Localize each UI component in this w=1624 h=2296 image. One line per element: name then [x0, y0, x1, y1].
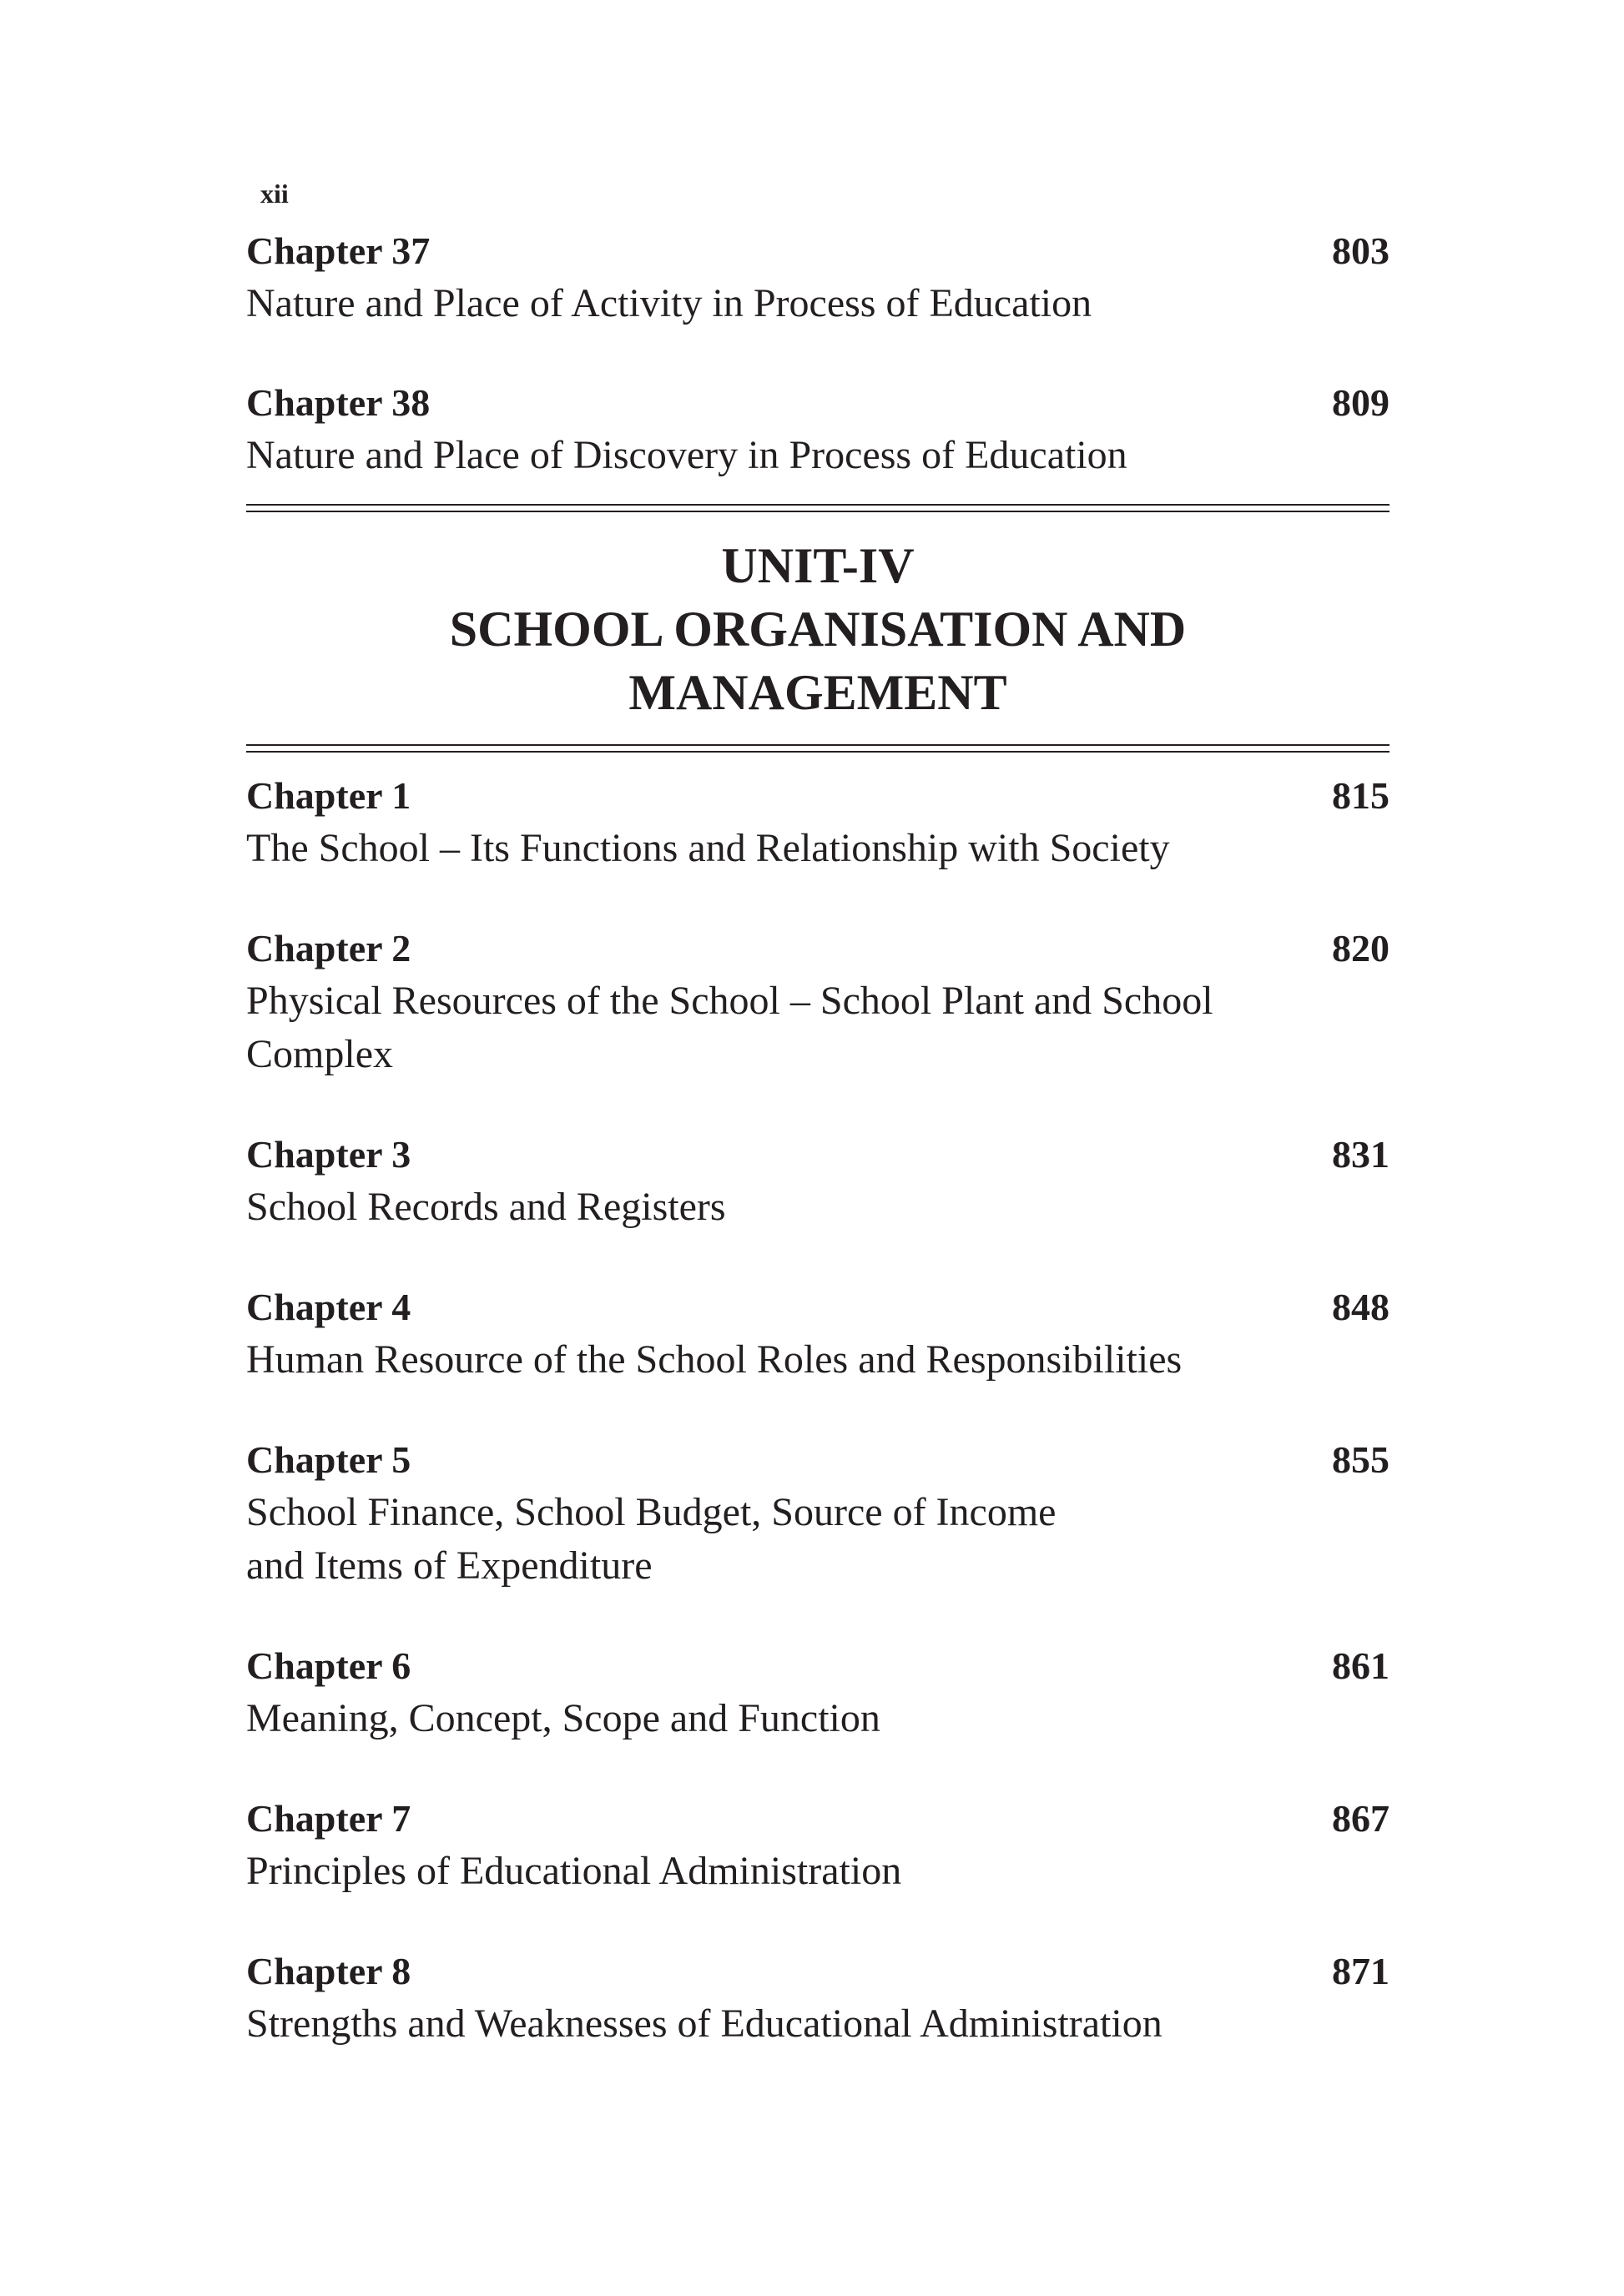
unit-title-line: SCHOOL ORGANISATION AND — [449, 602, 1187, 657]
page-ref: 848 — [1332, 1286, 1389, 1328]
chapter-title: Meaning, Concept, Scope and Function — [246, 1696, 880, 1740]
double-rule-divider — [246, 504, 1389, 512]
toc-entry[interactable] — [246, 1434, 1389, 1593]
chapter-title: Nature and Place of Discovery in Process of Education — [246, 433, 1127, 477]
toc-entry[interactable] — [246, 1793, 1389, 1898]
chapter-label: Chapter 37 — [246, 229, 431, 272]
toc-entry[interactable] — [246, 377, 1389, 482]
chapter-label: Chapter 1 — [246, 774, 411, 817]
chapter-label: Chapter 8 — [246, 1950, 411, 1992]
toc-entry[interactable] — [246, 1946, 1389, 2051]
page-ref: 809 — [1332, 381, 1389, 424]
page-ref: 831 — [1332, 1133, 1389, 1176]
toc-entry[interactable] — [246, 1281, 1389, 1387]
chapter-label: Chapter 7 — [246, 1797, 411, 1840]
page-ref: 861 — [1332, 1644, 1389, 1687]
chapter-title: Principles of Educational Administration — [246, 1849, 902, 1893]
page-ref: 815 — [1332, 774, 1389, 817]
chapter-title: and Items of Expenditure — [246, 1543, 653, 1588]
chapter-title: Nature and Place of Activity in Process of Education — [246, 281, 1092, 325]
toc-entry[interactable] — [246, 770, 1389, 875]
page-number: xii — [260, 179, 289, 209]
chapter-title: The School – Its Functions and Relationship with Society — [246, 826, 1170, 870]
toc-entry[interactable] — [246, 225, 1389, 330]
chapter-title: Human Resource of the School Roles and Responsibilities — [246, 1337, 1183, 1382]
toc-entry[interactable] — [246, 1640, 1389, 1745]
chapter-title: School Records and Registers — [246, 1185, 726, 1229]
toc-entry[interactable] — [246, 1129, 1389, 1234]
chapter-title: School Finance, School Budget, Source of Income — [246, 1490, 1057, 1534]
page-ref: 820 — [1332, 927, 1389, 969]
chapter-label: Chapter 4 — [246, 1286, 411, 1328]
chapter-label: Chapter 38 — [246, 381, 431, 424]
page-ref: 871 — [1332, 1950, 1389, 1992]
page-ref: 867 — [1332, 1797, 1389, 1840]
chapter-label: Chapter 6 — [246, 1644, 411, 1687]
chapter-title: Complex — [246, 1032, 393, 1076]
chapter-label: Chapter 5 — [246, 1438, 411, 1481]
toc-entry[interactable] — [246, 923, 1389, 1081]
chapter-label: Chapter 3 — [246, 1133, 411, 1176]
double-rule-divider — [246, 744, 1389, 753]
chapter-label: Chapter 2 — [246, 927, 411, 969]
unit-heading — [246, 534, 1389, 724]
page-ref: 855 — [1332, 1438, 1389, 1481]
chapter-title: Physical Resources of the School – School Plant and School — [246, 979, 1213, 1023]
chapter-title: Strengths and Weaknesses of Educational Administration — [246, 2001, 1163, 2046]
page-ref: 803 — [1332, 229, 1389, 272]
unit-number: UNIT-IV — [721, 538, 915, 593]
unit-title-line: MANAGEMENT — [628, 665, 1007, 720]
